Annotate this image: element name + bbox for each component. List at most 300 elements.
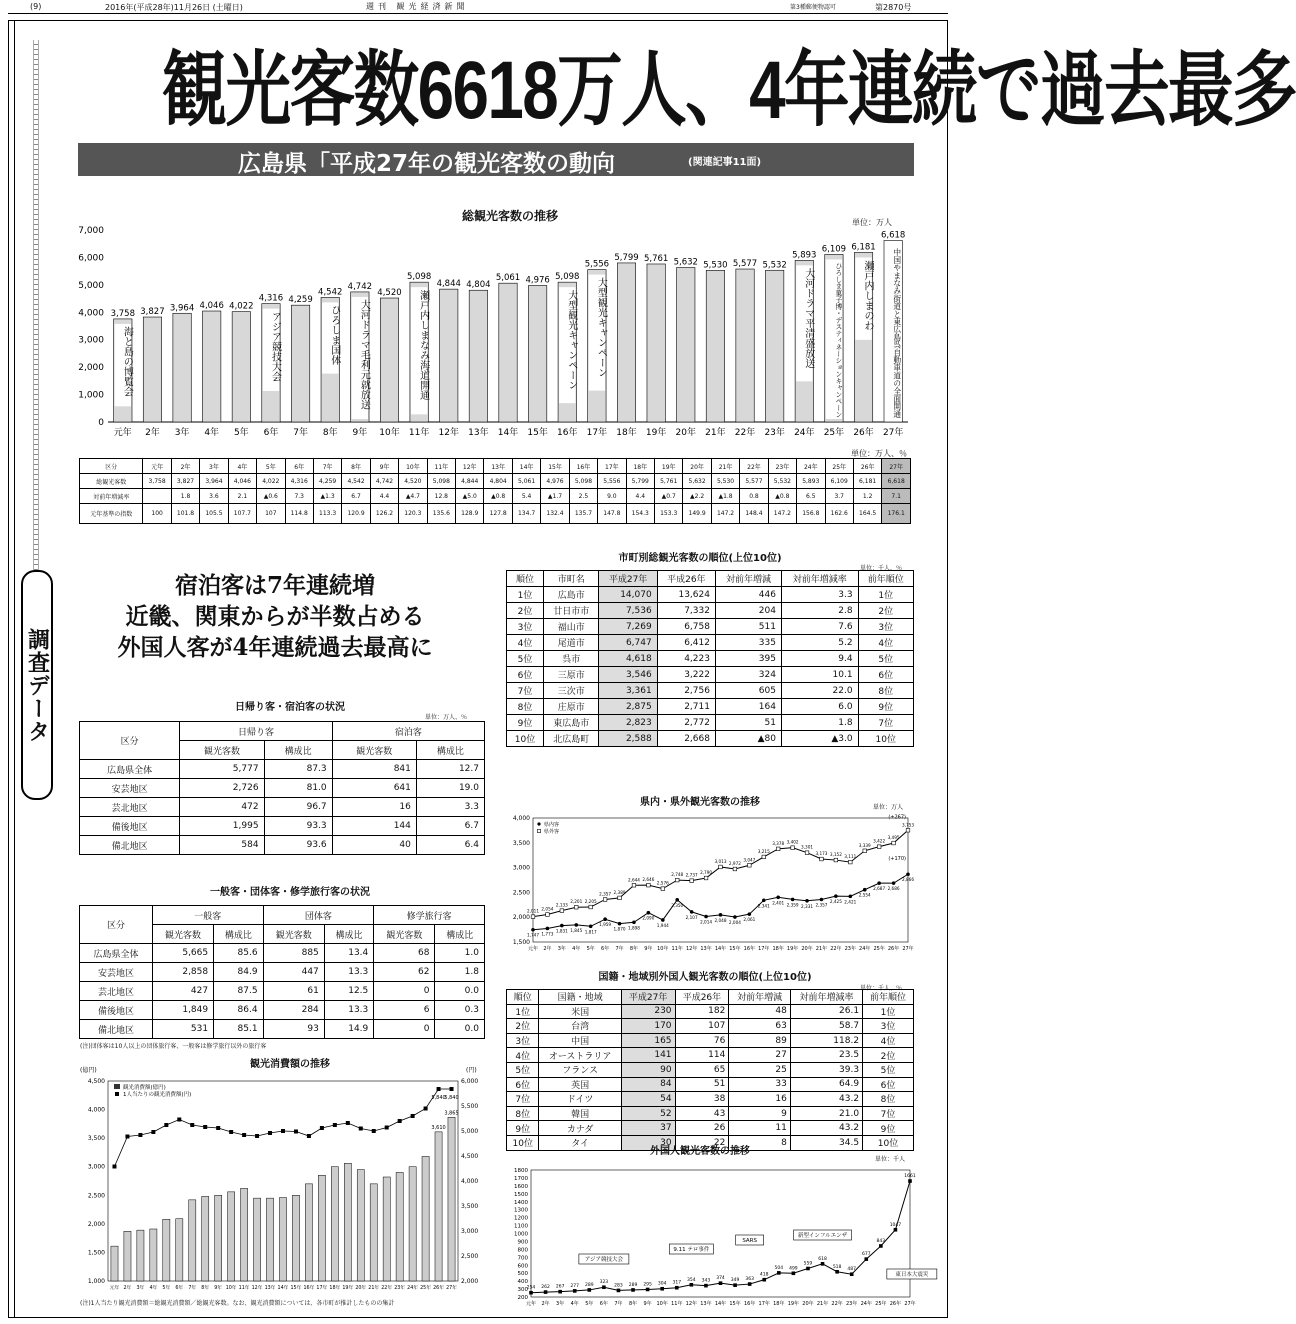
bar <box>173 313 191 422</box>
legend-marker <box>115 1092 119 1096</box>
table-cell: 147.2 <box>768 504 796 524</box>
table-cell: 8位 <box>858 683 913 699</box>
table-row <box>80 1001 485 1020</box>
sidebar-rope <box>33 40 39 570</box>
table-cell: 5,098 <box>569 474 597 489</box>
x-tick-label: 21年 <box>368 1286 380 1291</box>
table-cell: 5,893 <box>797 474 825 489</box>
table4-unit: 単位：千人、％ <box>860 565 903 572</box>
table-cell: 1位 <box>507 587 544 603</box>
table-row <box>80 489 911 504</box>
series-point <box>894 1228 898 1232</box>
lead-text <box>70 570 480 663</box>
table-row <box>507 1019 914 1034</box>
table-cell: 93.6 <box>264 836 332 855</box>
series-point <box>307 1134 311 1138</box>
table-row <box>80 836 485 855</box>
series-point <box>704 1284 708 1288</box>
header-cell: 日帰り客 <box>180 722 332 741</box>
series-point <box>892 841 896 845</box>
series-point <box>589 905 593 909</box>
table-cell: 52 <box>621 1106 675 1121</box>
table1-unit: 単位：万人、％ <box>851 449 907 458</box>
data-label: 2,748 <box>671 872 684 878</box>
data-label: 3,152 <box>829 852 842 858</box>
table-cell: 13.3 <box>324 1001 373 1020</box>
table-cell: 元年基準の指数 <box>80 504 143 524</box>
y-tick-label: 0 <box>98 418 104 428</box>
data-label: 317 <box>672 1280 682 1286</box>
y-tick-label: 700 <box>517 1255 528 1262</box>
bar <box>189 1200 196 1281</box>
y-tick-label: 3,500 <box>87 1135 105 1143</box>
table-cell: 395 <box>715 651 781 667</box>
series-point <box>588 1288 592 1292</box>
x-tick-label: 25年 <box>875 1301 887 1307</box>
data-label: 2,554 <box>858 892 871 898</box>
table-cell: 4位 <box>507 635 544 651</box>
y-tick-label: 7,000 <box>78 226 104 236</box>
y-tick-label: 2,000 <box>78 363 104 374</box>
table-header-row <box>80 722 485 741</box>
x-tick-label: 8年 <box>322 428 338 438</box>
table-cell: 25 <box>729 1062 791 1077</box>
bar <box>440 289 458 422</box>
header-cell: 一般客 <box>152 906 263 925</box>
bar-value-label: 4,259 <box>288 295 313 306</box>
x-tick-label: 12年 <box>438 428 459 438</box>
table-cell: 154.3 <box>626 504 654 524</box>
series-point <box>849 860 853 864</box>
x-tick-label: 18年 <box>329 1286 341 1291</box>
table-cell: 中国 <box>539 1033 621 1048</box>
table-cell: 備北地区 <box>80 836 180 855</box>
x-tick-label: 23年 <box>846 1301 858 1307</box>
header-cell: 5年 <box>257 459 285 474</box>
table-cell: 9位 <box>507 1121 539 1136</box>
x-tick-label: 19年 <box>787 1301 800 1307</box>
data-label: 3,865 <box>444 1110 459 1117</box>
table-cell: 472 <box>180 798 264 817</box>
header-cell: 7年 <box>313 459 341 474</box>
y-tick-label: 2,000 <box>512 914 530 922</box>
x-tick-label: 19年 <box>645 428 667 438</box>
annotation-label: 大型観光キャンペーン <box>565 290 577 391</box>
bar <box>396 1172 403 1281</box>
x-tick-label: 24年 <box>860 1301 872 1307</box>
table-cell: 3位 <box>507 619 544 635</box>
x-tick-label: 20年 <box>801 946 813 952</box>
series-point <box>877 845 881 849</box>
series-point <box>632 920 636 924</box>
table-cell: 1.0 <box>435 944 485 963</box>
data-label: 2,686 <box>887 886 900 892</box>
x-tick-label: 14年 <box>497 428 519 438</box>
data-label: 2,644 <box>627 877 640 883</box>
table-cell: 149.9 <box>683 504 711 524</box>
x-tick-label: 5年 <box>585 1301 594 1307</box>
table3-note: (注)団体客は10人以上の団体旅行客、一般客は修学旅行以外の旅行客 <box>80 1043 267 1050</box>
series-point <box>268 1131 272 1135</box>
table-cell: 101.8 <box>171 504 199 524</box>
table-cell: 広島県全体 <box>80 760 180 779</box>
in-out-prefecture-chart <box>503 800 915 955</box>
table-cell: 7位 <box>507 1092 539 1107</box>
bar-value-label: 4,976 <box>525 275 550 286</box>
bar <box>422 1156 429 1281</box>
y-tick-label: 1,500 <box>87 1249 105 1257</box>
data-label: 1,845 <box>570 927 583 933</box>
data-label: 3,047 <box>743 857 756 863</box>
series-point <box>892 881 896 885</box>
header-cell: 構成比 <box>435 925 485 944</box>
table-cell: 備後地区 <box>80 817 180 836</box>
table-cell: 7.6 <box>781 619 858 635</box>
table-cell: 5.2 <box>781 635 858 651</box>
bar <box>331 1167 338 1281</box>
data-label: 677 <box>861 1252 871 1258</box>
data-label: 3,402 <box>786 839 799 845</box>
series-point <box>704 876 708 880</box>
x-tick-label: 15年 <box>729 1301 741 1307</box>
table-cell: 6位 <box>507 1077 539 1092</box>
series-point <box>216 1126 220 1130</box>
table-cell: 10位 <box>507 1135 539 1150</box>
lead-line-3: 外国人客が4年連続過去最高に <box>117 634 433 661</box>
annotation-label: 東日本大震災 <box>895 1272 929 1278</box>
series-point <box>849 895 853 899</box>
data-label: 2,401 <box>772 900 785 906</box>
series-point <box>437 1087 441 1091</box>
series-point <box>558 1290 562 1294</box>
series-point <box>733 915 737 919</box>
series-point <box>398 1119 402 1123</box>
series-point <box>385 1126 389 1130</box>
x-tick-label: 16年 <box>303 1286 315 1291</box>
table-row <box>507 619 914 635</box>
table-cell: 10位 <box>863 1135 914 1150</box>
table-cell: 86.4 <box>214 1001 263 1020</box>
table-cell: 0.3 <box>435 1001 485 1020</box>
x-tick-label: 17年 <box>586 428 608 438</box>
table-cell: 885 <box>263 944 324 963</box>
bar-value-label: 4,804 <box>466 280 491 291</box>
y-tick-label: 2,500 <box>87 1192 105 1200</box>
data-label: 518 <box>832 1264 842 1270</box>
table-cell: 4,618 <box>599 651 657 667</box>
table-cell: 5位 <box>863 1062 914 1077</box>
x-tick-label: 26年 <box>889 1301 902 1307</box>
series-point <box>574 905 578 909</box>
x-tick-label: 元年 <box>109 1286 120 1291</box>
x-tick-label: 12年 <box>685 946 698 952</box>
x-tick-label: 12年 <box>251 1286 263 1291</box>
x-tick-label: 25年 <box>873 946 885 952</box>
data-label: 2,048 <box>714 917 727 923</box>
header-cell: 19年 <box>654 459 682 474</box>
header-rule <box>8 13 948 14</box>
series-point <box>603 917 607 921</box>
legend-marker <box>537 822 540 825</box>
postal-class: 第3種郵便物認可 <box>790 4 836 11</box>
table-cell: 4.4 <box>370 489 398 504</box>
table-cell: 5位 <box>858 651 913 667</box>
table-cell: オーストラリア <box>539 1048 621 1063</box>
data-label: 2,389 <box>613 889 626 895</box>
table-cell: 144 <box>332 817 416 836</box>
x-tick-label: 19年 <box>342 1286 354 1291</box>
table-cell: 1.8 <box>435 963 485 982</box>
header-cell: 22年 <box>740 459 768 474</box>
table-cell: 4,742 <box>370 474 398 489</box>
table-cell: 2,756 <box>657 683 715 699</box>
y2-tick-label: 4,500 <box>461 1153 479 1160</box>
series-point <box>589 924 593 928</box>
data-label: 2,107 <box>685 914 698 920</box>
table-cell: 5,577 <box>740 474 768 489</box>
table-cell: 584 <box>180 836 264 855</box>
x-tick-label: 23年 <box>764 428 785 438</box>
header-cell: 24年 <box>797 459 825 474</box>
table-cell: 4,046 <box>228 474 256 489</box>
table-cell: 165 <box>621 1033 675 1048</box>
table-cell: 43.2 <box>790 1121 862 1136</box>
data-label: 2,331 <box>801 903 814 909</box>
table-cell: 4,542 <box>342 474 370 489</box>
data-label: 2,866 <box>902 877 914 883</box>
table-cell: 2,726 <box>180 779 264 798</box>
data-label: 1,747 <box>527 932 539 938</box>
header-cell: 区分 <box>80 906 153 944</box>
x-tick-label: 16年 <box>743 1301 756 1307</box>
table-cell: 3.7 <box>825 489 853 504</box>
annotation-label: 9.11 テロ事件 <box>673 1247 710 1253</box>
table-cell: 9.0 <box>598 489 626 504</box>
table-cell: 3,964 <box>200 474 228 489</box>
series-point <box>661 918 665 922</box>
table-cell: 5,777 <box>180 760 264 779</box>
bar <box>370 1184 377 1281</box>
table-cell: 176.1 <box>882 504 911 524</box>
series-point <box>112 1165 116 1169</box>
data-label: 3,495 <box>887 835 900 841</box>
header-cell: 団体客 <box>263 906 374 925</box>
data-label: 267 <box>555 1284 565 1290</box>
y-tick-label: 4,500 <box>87 1078 105 1085</box>
table-cell: 4,976 <box>541 474 569 489</box>
table-cell: ▲0.6 <box>257 489 285 504</box>
table-cell: 13.4 <box>324 944 373 963</box>
bar <box>176 1219 183 1281</box>
table-row <box>507 1106 914 1121</box>
table-cell: 3位 <box>507 1033 539 1048</box>
x-tick-label: 17年 <box>758 946 770 952</box>
data-label: 2,421 <box>844 899 857 905</box>
table-cell: 5,799 <box>626 474 654 489</box>
table-cell: 10位 <box>858 731 913 747</box>
table-cell: 4,844 <box>456 474 484 489</box>
x-tick-label: 20年 <box>675 428 697 438</box>
data-label: 1,898 <box>627 925 640 931</box>
table-cell: 132.4 <box>541 504 569 524</box>
table-row <box>80 474 911 489</box>
table-cell: 134.7 <box>512 504 540 524</box>
annotation-label: アジア競技大会 <box>584 1257 624 1263</box>
x-tick-label: 7年 <box>615 946 624 952</box>
table-row <box>507 1033 914 1048</box>
table-cell: 1.2 <box>853 489 881 504</box>
table-cell <box>143 489 171 504</box>
y-tick-label: 1100 <box>514 1223 528 1230</box>
series-point <box>573 1289 577 1293</box>
table-cell: 446 <box>715 587 781 603</box>
y2-tick-label: 4,000 <box>461 1178 479 1185</box>
table-cell: 141 <box>621 1048 675 1063</box>
header-cell: 国籍・地域 <box>539 990 621 1005</box>
table-cell: 126.2 <box>370 504 398 524</box>
table-row <box>80 963 485 982</box>
table-cell: 5,665 <box>152 944 213 963</box>
table-cell: 13,624 <box>657 587 715 603</box>
y-tick-label: 6,000 <box>78 253 104 264</box>
legend-label: 県内客 <box>544 822 560 828</box>
x-tick-label: 4年 <box>572 946 581 952</box>
header-cell: 構成比 <box>324 925 373 944</box>
bar <box>232 312 250 422</box>
bar <box>409 1167 416 1281</box>
table-cell: 147.2 <box>711 504 739 524</box>
series-point <box>675 898 679 902</box>
table-cell: 68 <box>374 944 435 963</box>
series-point <box>690 1283 694 1287</box>
table-cell: 4位 <box>858 635 913 651</box>
table-cell: 23.5 <box>790 1048 862 1063</box>
x-tick-label: 10年 <box>657 946 669 952</box>
x-tick-label: 23年 <box>844 946 856 952</box>
table-cell: 芸北地区 <box>80 798 180 817</box>
series-point <box>603 898 607 902</box>
table-cell: 22.0 <box>781 683 858 699</box>
table-cell: 153.3 <box>654 504 682 524</box>
bar <box>344 1163 351 1281</box>
table-cell: 22 <box>675 1135 729 1150</box>
header-cell: 観光客数 <box>152 925 213 944</box>
table-cell: 135.6 <box>427 504 455 524</box>
x-tick-label: 18年 <box>772 946 784 952</box>
data-label: 277 <box>570 1283 580 1289</box>
table-cell: 447 <box>263 963 324 982</box>
x-tick-label: 5年 <box>162 1286 171 1291</box>
x-tick-label: 2年 <box>145 428 160 438</box>
series-point <box>190 1123 194 1127</box>
table-cell: 4,316 <box>285 474 313 489</box>
series-point <box>835 1270 839 1274</box>
table-cell: 27 <box>729 1048 791 1063</box>
header-cell: 16年 <box>569 459 597 474</box>
series-point <box>906 828 910 832</box>
related-article-note: (関連記事11面) <box>688 157 762 168</box>
table-cell: 114 <box>675 1048 729 1063</box>
y-tick-label: 500 <box>517 1271 528 1278</box>
y-tick-label: 800 <box>517 1247 528 1254</box>
data-label: 2,425 <box>829 899 842 905</box>
header-cell: 平成26年 <box>657 571 715 587</box>
bar <box>499 283 517 422</box>
x-tick-label: 12年 <box>685 1301 698 1307</box>
table-cell: 1.8 <box>171 489 199 504</box>
series-point <box>164 1123 168 1127</box>
table-cell: 7位 <box>507 683 544 699</box>
table-row <box>507 715 914 731</box>
bar-value-label: 5,577 <box>732 259 758 270</box>
header-cell: 対前年増減率 <box>781 571 858 587</box>
table-cell: 84 <box>621 1077 675 1092</box>
header-cell: 対前年増減 <box>715 571 781 587</box>
table-cell: 84.9 <box>214 963 263 982</box>
table-row <box>80 779 485 798</box>
x-tick-label: 4年 <box>149 1286 158 1291</box>
data-label: 349 <box>730 1278 740 1284</box>
bar-value-label: 5,799 <box>614 252 639 263</box>
table-cell: 9 <box>729 1106 791 1121</box>
data-label: 3,301 <box>801 844 814 850</box>
series-point <box>719 865 723 869</box>
table-cell: 164 <box>715 699 781 715</box>
data-label: 2,357 <box>815 902 828 908</box>
series-point <box>618 896 622 900</box>
table-cell: 33 <box>729 1077 791 1092</box>
section-tab: 調査データ <box>21 570 53 800</box>
table-row <box>507 603 914 619</box>
series-point <box>294 1130 298 1134</box>
table-cell: 16 <box>729 1092 791 1107</box>
table-header-row <box>507 571 914 587</box>
y-tick-label: 4,000 <box>87 1106 105 1114</box>
x-tick-label: 11年 <box>408 428 430 438</box>
header-cell: 17年 <box>598 459 626 474</box>
table-cell: 9.4 <box>781 651 858 667</box>
x-tick-label: 3年 <box>174 428 190 438</box>
series-point <box>229 1130 233 1134</box>
series-point <box>544 1290 548 1294</box>
table-cell: 3,546 <box>599 667 657 683</box>
header-cell: 10年 <box>399 459 427 474</box>
table-cell: 1,995 <box>180 817 264 836</box>
series-point <box>748 863 752 867</box>
table-cell: 三次市 <box>544 683 599 699</box>
y-tick-label: 300 <box>517 1287 528 1294</box>
header-cell: 宿泊客 <box>332 722 484 741</box>
series-point <box>806 1267 810 1271</box>
table-cell: 7,332 <box>657 603 715 619</box>
bar-value-label: 4,046 <box>199 301 224 312</box>
data-label: 363 <box>745 1277 754 1283</box>
day-overnight-table <box>79 721 485 855</box>
data-label: 289 <box>628 1282 638 1288</box>
x-tick-label: 15年 <box>290 1286 302 1291</box>
table-cell: ▲4.7 <box>399 489 427 504</box>
table-cell: 3.3 <box>781 587 858 603</box>
bar <box>448 1117 455 1281</box>
table-cell: 2位 <box>507 1019 539 1034</box>
data-label: 262 <box>541 1285 550 1291</box>
chart2-title: 県内・県外観光客数の推移 <box>640 797 760 808</box>
table-cell: 9位 <box>858 699 913 715</box>
table-row <box>80 760 485 779</box>
bar-value-label: 5,556 <box>584 259 610 270</box>
x-tick-label: 13年 <box>468 428 489 438</box>
table-cell: 10.1 <box>781 667 858 683</box>
